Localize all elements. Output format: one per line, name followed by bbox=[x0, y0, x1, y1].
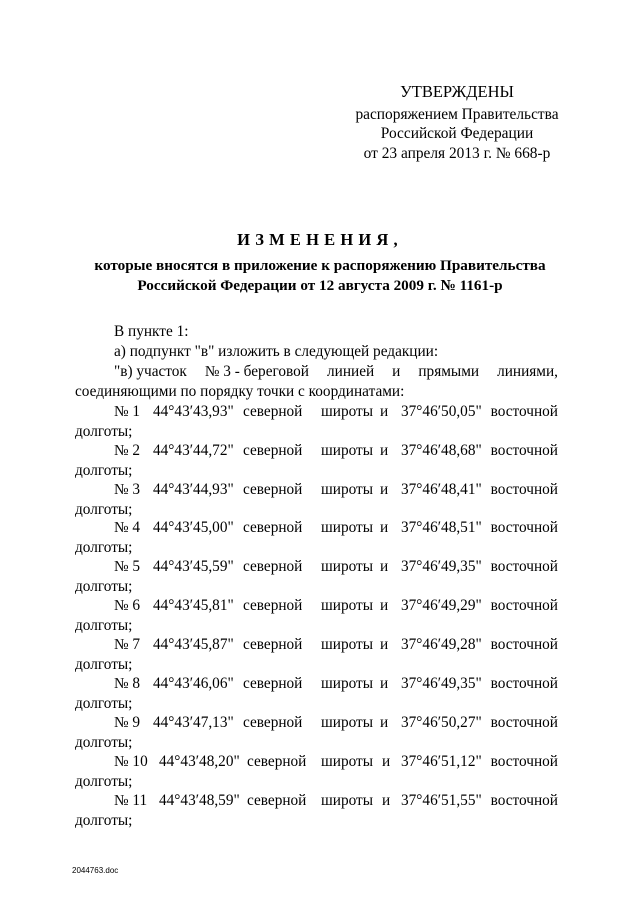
document-subtitle-1: которые вносятся в приложение к распоряжению Правительства bbox=[94, 257, 546, 274]
longitude-value: 37°46′49,28" bbox=[401, 636, 482, 653]
document-filename: 2044763.doc bbox=[72, 866, 119, 875]
east-label: восточной bbox=[490, 481, 558, 498]
longitude-label: долготы; bbox=[75, 656, 133, 673]
east-label: восточной bbox=[490, 519, 558, 536]
latitude-value: 44°43′45,59" bbox=[153, 558, 234, 575]
latitude-label: широты bbox=[321, 442, 374, 459]
approval-line-1: распоряжением Правительства bbox=[355, 105, 559, 123]
north-label: северной bbox=[243, 403, 303, 420]
east-label: восточной bbox=[490, 442, 558, 459]
longitude-label: долготы; bbox=[75, 617, 133, 634]
coordinate-row bbox=[75, 480, 558, 520]
east-label: восточной bbox=[490, 675, 558, 692]
latitude-label: широты bbox=[321, 481, 374, 498]
word: прямыми bbox=[418, 363, 480, 380]
latitude-label: широты bbox=[321, 714, 374, 731]
word: № 3 - береговой bbox=[204, 363, 309, 380]
north-label: северной bbox=[247, 792, 307, 809]
latitude-value: 44°43′44,72" bbox=[153, 442, 234, 459]
latitude-value: 44°43′48,59" bbox=[159, 792, 240, 809]
latitude-value: 44°43′45,00" bbox=[153, 519, 234, 536]
point-number: № 10 bbox=[114, 753, 148, 770]
approval-block bbox=[346, 82, 568, 163]
coordinate-row bbox=[75, 713, 558, 753]
coordinate-row bbox=[75, 441, 558, 481]
point-number: № 11 bbox=[114, 792, 148, 809]
longitude-label: долготы; bbox=[75, 539, 133, 556]
longitude-value: 37°46′49,35" bbox=[401, 558, 482, 575]
east-label: восточной bbox=[490, 792, 558, 809]
east-label: восточной bbox=[490, 403, 558, 420]
paragraph-section-intro bbox=[75, 362, 558, 382]
document-heading bbox=[0, 230, 640, 296]
longitude-value: 37°46′51,12" bbox=[401, 753, 482, 770]
longitude-label: долготы; bbox=[75, 773, 133, 790]
conjunction: и bbox=[380, 597, 389, 614]
coordinate-row bbox=[75, 402, 558, 442]
conjunction: и bbox=[380, 403, 389, 420]
longitude-label: долготы; bbox=[75, 734, 133, 751]
north-label: северной bbox=[243, 519, 303, 536]
point-number: № 8 bbox=[114, 675, 141, 692]
latitude-label: широты bbox=[321, 519, 374, 536]
point-number: № 2 bbox=[114, 442, 141, 459]
coordinate-row bbox=[75, 674, 558, 714]
conjunction: и bbox=[382, 753, 391, 770]
conjunction: и bbox=[380, 714, 389, 731]
point-number: № 5 bbox=[114, 558, 141, 575]
longitude-label: долготы; bbox=[75, 423, 133, 440]
point-number: № 1 bbox=[114, 403, 141, 420]
latitude-label: широты bbox=[321, 403, 374, 420]
north-label: северной bbox=[243, 597, 303, 614]
longitude-label: долготы; bbox=[75, 578, 133, 595]
paragraph-point-1: В пункте 1: bbox=[114, 323, 189, 340]
latitude-label: широты bbox=[321, 753, 374, 770]
longitude-value: 37°46′50,05" bbox=[401, 403, 482, 420]
latitude-value: 44°43′43,93" bbox=[153, 403, 234, 420]
paragraph-subpoint-a: а) подпункт "в" изложить в следующей редакции: bbox=[114, 343, 439, 360]
latitude-value: 44°43′45,87" bbox=[153, 636, 234, 653]
longitude-label: долготы; bbox=[75, 501, 133, 518]
word: и bbox=[392, 363, 401, 380]
conjunction: и bbox=[380, 442, 389, 459]
longitude-label: долготы; bbox=[75, 695, 133, 712]
longitude-value: 37°46′48,41" bbox=[401, 481, 482, 498]
north-label: северной bbox=[243, 714, 303, 731]
longitude-value: 37°46′51,55" bbox=[401, 792, 482, 809]
paragraph-coordinates-intro: соединяющими по порядку точки с координатами: bbox=[75, 383, 405, 400]
longitude-value: 37°46′48,68" bbox=[401, 442, 482, 459]
east-label: восточной bbox=[490, 597, 558, 614]
word: "в) участок bbox=[114, 363, 187, 380]
longitude-value: 37°46′49,35" bbox=[401, 675, 482, 692]
point-number: № 7 bbox=[114, 636, 141, 653]
conjunction: и bbox=[380, 519, 389, 536]
conjunction: и bbox=[380, 481, 389, 498]
north-label: северной bbox=[243, 675, 303, 692]
east-label: восточной bbox=[490, 636, 558, 653]
east-label: восточной bbox=[490, 714, 558, 731]
approval-line-3: от 23 апреля 2013 г. № 668-р bbox=[363, 144, 551, 162]
east-label: восточной bbox=[490, 558, 558, 575]
east-label: восточной bbox=[490, 753, 558, 770]
north-label: северной bbox=[243, 558, 303, 575]
document-subtitle-2: Российской Федерации от 12 августа 2009 г. № 1161-р bbox=[137, 277, 503, 294]
conjunction: и bbox=[380, 558, 389, 575]
latitude-value: 44°43′48,20" bbox=[159, 753, 240, 770]
latitude-value: 44°43′47,13" bbox=[153, 714, 234, 731]
latitude-value: 44°43′44,93" bbox=[153, 481, 234, 498]
coordinate-row bbox=[75, 635, 558, 675]
latitude-label: широты bbox=[321, 597, 374, 614]
north-label: северной bbox=[247, 753, 307, 770]
latitude-value: 44°43′45,81" bbox=[153, 597, 234, 614]
approval-line-2: Российской Федерации bbox=[380, 125, 534, 142]
latitude-label: широты bbox=[321, 636, 374, 653]
point-number: № 3 bbox=[114, 481, 141, 498]
coordinate-row bbox=[75, 557, 558, 597]
approval-title: УТВЕРЖДЕНЫ bbox=[400, 82, 514, 101]
point-number: № 6 bbox=[114, 597, 141, 614]
longitude-label: долготы; bbox=[75, 462, 133, 479]
longitude-value: 37°46′48,51" bbox=[401, 519, 482, 536]
north-label: северной bbox=[243, 636, 303, 653]
conjunction: и bbox=[382, 792, 391, 809]
coordinate-row bbox=[75, 596, 558, 636]
latitude-value: 44°43′46,06" bbox=[153, 675, 234, 692]
conjunction: и bbox=[380, 636, 389, 653]
longitude-label: долготы; bbox=[75, 812, 133, 829]
word: линиями, bbox=[497, 363, 558, 380]
latitude-label: широты bbox=[321, 792, 374, 809]
longitude-value: 37°46′49,29" bbox=[401, 597, 482, 614]
point-number: № 4 bbox=[114, 519, 141, 536]
document-title: ИЗМЕНЕНИЯ, bbox=[237, 230, 403, 249]
word: линией bbox=[327, 363, 375, 380]
latitude-label: широты bbox=[321, 558, 374, 575]
coordinate-row bbox=[75, 518, 558, 558]
point-number: № 9 bbox=[114, 714, 141, 731]
conjunction: и bbox=[380, 675, 389, 692]
latitude-label: широты bbox=[321, 675, 374, 692]
coordinate-row bbox=[75, 791, 558, 831]
longitude-value: 37°46′50,27" bbox=[401, 714, 482, 731]
coordinate-row bbox=[75, 752, 558, 792]
north-label: северной bbox=[243, 442, 303, 459]
north-label: северной bbox=[243, 481, 303, 498]
